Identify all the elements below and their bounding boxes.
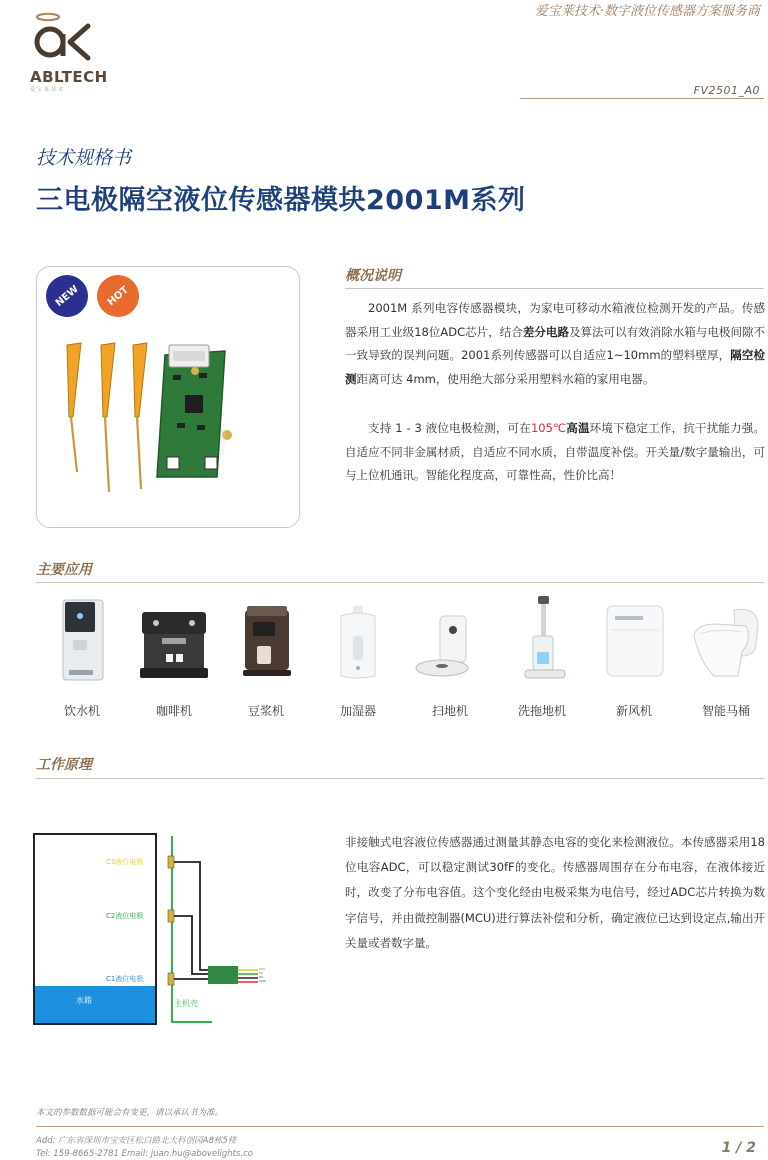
overview-paragraph-2: 支持 1 - 3 液位电极检测，可在105℃高温环境下稳定工作，抗干扰能力强。自适应不同非金属材质，自适应不同水质，自带温度补偿。开关量/数字量输出，可与上位机通讯。智能化程度高，可靠性高，性价比高！ xyxy=(345,421,766,482)
soymilk-maker-icon xyxy=(231,596,301,686)
electrode-strip xyxy=(67,343,147,417)
footer-address: Add: 广东省深圳市宝安区松白路北大科创园A8栋5楼 xyxy=(36,1136,237,1146)
company-logo xyxy=(30,12,120,93)
water-level xyxy=(35,986,155,1023)
application-item xyxy=(588,596,680,726)
fresh-air-icon xyxy=(599,596,669,686)
abltech-logo-icon xyxy=(30,12,98,62)
logo-sub-text: 爱宝莱技术 xyxy=(30,87,66,93)
footer-phone-email: Tel: 159-8665-2781 Email: juan.hu@abovelights.co xyxy=(36,1149,253,1159)
application-item xyxy=(36,596,128,726)
application-item xyxy=(312,596,404,726)
product-image-card xyxy=(36,266,300,528)
overview-divider xyxy=(345,288,764,289)
overview-heading: 概况说明 xyxy=(345,268,401,284)
c2-electrode xyxy=(168,910,174,922)
applications-list xyxy=(36,596,766,726)
footer-contact xyxy=(36,1135,253,1160)
application-item xyxy=(680,596,768,726)
wire-labels: VCC TX RX GND xyxy=(259,967,266,983)
application-label: 扫地机 xyxy=(431,704,468,718)
c3-electrode xyxy=(168,856,174,868)
host-shell-label: 主机壳 xyxy=(174,999,198,1008)
c1-electrode xyxy=(168,973,174,985)
working-principle-diagram xyxy=(30,830,280,1030)
principle-divider xyxy=(36,778,764,779)
page-title: 三电极隔空液位传感器模块2001M系列 xyxy=(36,185,526,216)
pcb-board-icon xyxy=(157,345,232,477)
header-divider xyxy=(520,98,764,99)
coffee-machine-icon xyxy=(134,596,214,686)
page-number: 1 / 2 xyxy=(721,1140,756,1156)
floor-washer-icon xyxy=(507,596,577,696)
document-type: 技术规格书 xyxy=(36,147,132,169)
sensor-module-illustration xyxy=(37,267,300,528)
water-dispenser-icon xyxy=(47,596,117,686)
c2-label: C2液位电极 xyxy=(106,912,144,920)
principle-heading: 工作原理 xyxy=(36,757,92,773)
smart-toilet-icon xyxy=(686,596,766,686)
application-label: 咖啡机 xyxy=(155,704,192,718)
hot-badge: HOT xyxy=(88,266,147,325)
c1-label: C1液位电极 xyxy=(106,975,144,983)
new-badge: NEW xyxy=(37,266,96,325)
footer-note: 本文的参数数据可能会有变更，请以承认书为准。 xyxy=(36,1108,224,1118)
document-version: FV2501_A0 xyxy=(693,84,760,97)
sensor-module-block xyxy=(208,966,238,984)
humidifier-icon xyxy=(323,596,393,686)
overview-paragraph-1: 2001M 系列电容传感器模块，为家电可移动水箱液位检测开发的产品。传感器采用工业级18位ADC芯片，结合差分电路及算法可以有效消除水箱与电极间隙不一致导致的误判问题。2001系列传感器可以自适应1~10mm的塑料壁厚，隔空检测距离可达 4mm，使用绝大部分采用塑料水箱的家用电器。 xyxy=(345,301,766,386)
application-label: 饮水机 xyxy=(63,704,100,718)
application-item xyxy=(128,596,220,726)
header-slogan: 爱宝莱技术·数字液位传感器方案服务商 xyxy=(534,4,760,19)
application-label: 新风机 xyxy=(615,704,652,718)
application-label: 智能马桶 xyxy=(701,704,750,718)
application-item xyxy=(496,596,588,726)
robot-vacuum-icon xyxy=(410,596,490,686)
tank-label: 水箱 xyxy=(76,996,92,1005)
board-marking: ABL2001M-S xyxy=(220,423,228,456)
applications-divider xyxy=(36,582,764,583)
application-item xyxy=(404,596,496,726)
applications-heading: 主要应用 xyxy=(36,562,92,578)
application-item xyxy=(220,596,312,726)
application-label: 洗拖地机 xyxy=(517,704,566,718)
c3-label: C3液位电极 xyxy=(106,858,144,866)
application-label: 加湿器 xyxy=(339,704,376,718)
footer-divider xyxy=(36,1126,764,1127)
principle-paragraph: 非接触式电容液位传感器通过测量其静态电容的变化来检测液位。本传感器采用18位电容ADC，可以稳定测试30fF的变化。传感器周围存在分布电容，在液体接近时，改变了分布电容值。这个变化经由电极采集为电信号，经过ADC芯片转换为数字信号，并由微控制器(MCU)进行算法补偿和分析，确定液位已达到设定点,输出开关量或者数字量。 xyxy=(345,835,765,950)
application-label: 豆浆机 xyxy=(247,704,284,718)
logo-brand-text: ABLTECH xyxy=(30,68,108,86)
